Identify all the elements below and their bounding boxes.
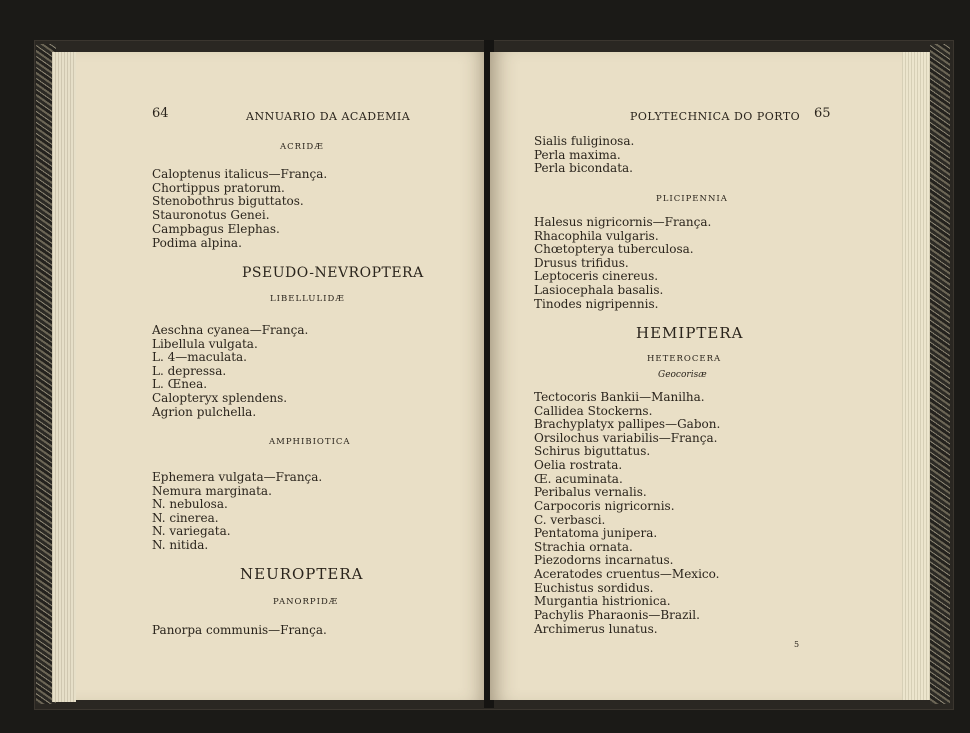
list-item: Campbagus Elephas. (152, 221, 280, 236)
list-item: Podima alpina. (152, 235, 242, 250)
list-item: N. variegata. (152, 524, 231, 539)
list-item: Piezodorns incarnatus. (534, 553, 674, 568)
list-item: Panorpa communis—França. (152, 623, 327, 637)
list-item: Carpocoris nigricornis. (534, 498, 675, 513)
list-item: Caloptenus italicus—França. (152, 167, 328, 181)
list-item: Leptoceris cinereus. (534, 269, 659, 284)
list-item: Œ. acuminata. (534, 471, 623, 486)
list-item: Tinodes nigripennis. (534, 296, 659, 311)
list-item: Aceratodes cruentus—Mexico. (534, 567, 720, 582)
list-item: Lasiocephala basalis. (534, 283, 664, 297)
left-running-head: ANNUARIO DA ACADEMIA (246, 110, 411, 123)
list-item: Stauronotus Genei. (152, 208, 270, 223)
right-page (490, 52, 902, 700)
list-item: Peribalus vernalis. (534, 485, 647, 500)
section-amphibiotica: AMPHIBIOTICA (269, 437, 351, 447)
order-pseudo-nevroptera: PSEUDO-NEVROPTERA (242, 265, 424, 281)
order-hemiptera: HEMIPTERA (636, 324, 744, 342)
list-item: Nemura marginata. (152, 483, 272, 498)
list-item: N. cinerea. (152, 510, 219, 525)
order-neuroptera: NEUROPTERA (240, 565, 364, 583)
list-item: Euchistus sordidus. (534, 580, 654, 595)
list-item: Stenobothrus biguttatos. (152, 194, 304, 209)
section-plicipennia: PLICIPENNIA (656, 194, 728, 204)
list-item: L. 4—maculata. (152, 350, 247, 365)
section-acridae: ACRIDÆ (280, 142, 324, 152)
list-item: N. nebulosa. (152, 497, 228, 512)
list-item: Calopteryx splendens. (152, 391, 288, 405)
marbled-edge-right (930, 44, 950, 704)
list-item: L. Œnea. (152, 377, 208, 392)
list-item: Agrion pulchella. (152, 404, 257, 419)
subsection-geocorisae: Geocorisæ (658, 370, 707, 380)
section-heterocera: HETEROCERA (647, 354, 722, 364)
list-item: Perla bicondata. (534, 161, 633, 176)
list-item: Archimerus lunatus. (534, 621, 658, 636)
signature-mark: 5 (794, 640, 800, 649)
list-item: Pentatoma junipera. (534, 526, 658, 541)
list-item: Strachia ornata. (534, 539, 633, 554)
list-item: Chœtopterya tuberculosa. (534, 242, 694, 257)
section-libellulidae: LIBELLULIDÆ (270, 294, 345, 304)
list-item: Sialis fuliginosa. (534, 134, 635, 148)
list-item: Orsilochus variabilis—França. (534, 430, 718, 445)
list-item: Oelia rostrata. (534, 458, 623, 473)
list-item: L. depressa. (152, 363, 227, 378)
left-page (76, 52, 488, 700)
list-item: Brachyplatyx pallipes—Gabon. (534, 417, 721, 432)
list-item: C. verbasci. (534, 512, 606, 527)
list-item: N. nitida. (152, 538, 209, 552)
list-item: Pachylis Pharaonis—Brazil. (534, 607, 700, 622)
right-page-number: 65 (814, 106, 831, 121)
list-item: Ephemera vulgata—França. (152, 470, 323, 484)
list-item: Chortippus pratorum. (152, 180, 285, 195)
right-running-head: POLYTECHNICA DO PORTO (630, 110, 801, 123)
list-item: Rhacophila vulgaris. (534, 228, 659, 243)
list-item: Libellula vulgata. (152, 336, 258, 351)
list-item: Perla maxima. (534, 147, 621, 162)
list-item: Aeschna cyanea—França. (152, 323, 309, 337)
list-item: Murgantia histrionica. (534, 594, 671, 609)
list-item: Drusus trifidus. (534, 255, 629, 270)
page-edges-left (52, 52, 76, 702)
list-item: Halesus nigricornis—França. (534, 215, 712, 229)
list-item: Callidea Stockerns. (534, 403, 653, 418)
page-edges-right (902, 52, 930, 700)
left-page-number: 64 (152, 106, 169, 121)
section-panorpidae: PANORPIDÆ (273, 597, 339, 607)
list-item: Schirus biguttatus. (534, 444, 651, 459)
list-item: Tectocoris Bankii—Manilha. (534, 390, 705, 404)
